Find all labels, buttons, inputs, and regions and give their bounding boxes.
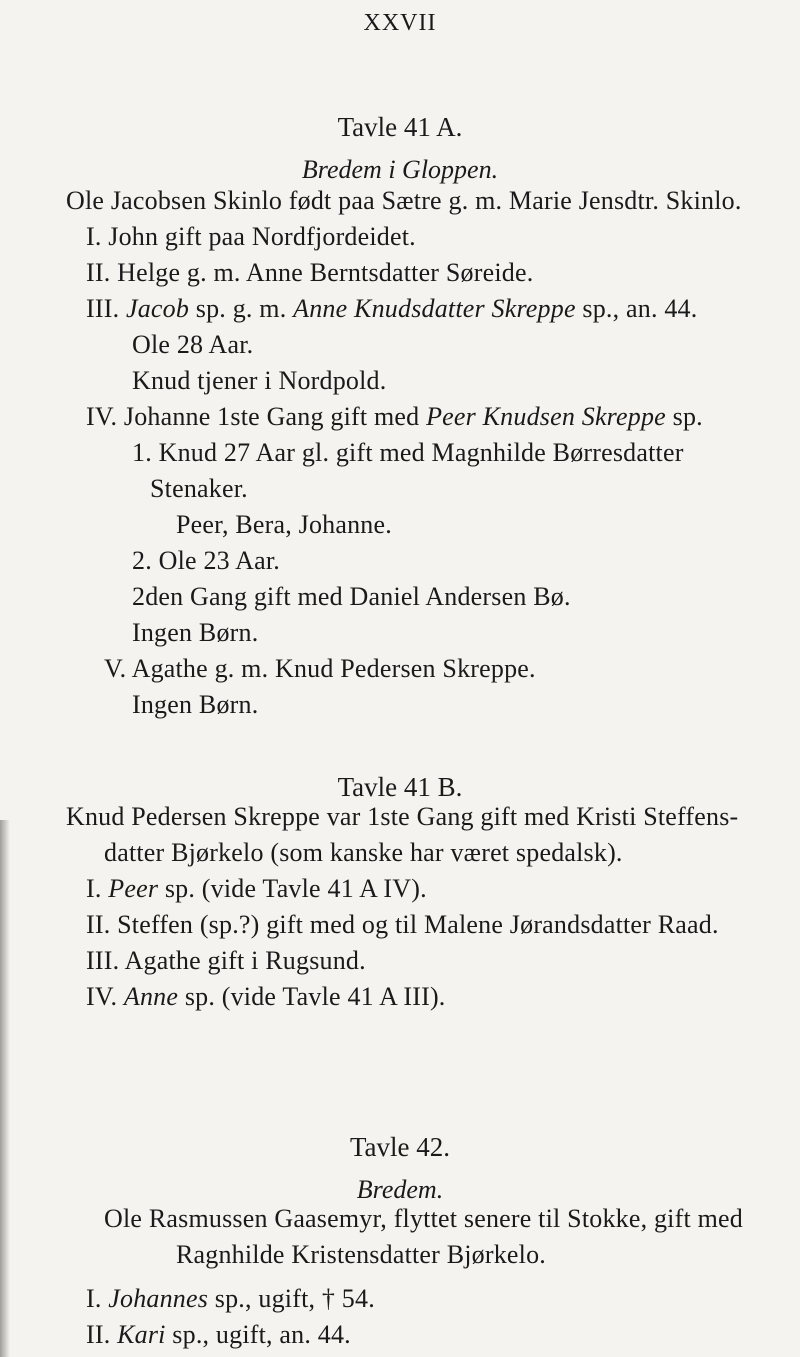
text-span: I.: [86, 1284, 109, 1313]
text-span: Knud tjener i Nordpold.: [132, 366, 387, 395]
text-line: [176, 510, 392, 540]
text-span: Ingen Børn.: [132, 618, 259, 647]
text-line: [86, 1284, 375, 1314]
text-line: [104, 838, 623, 868]
text-span: Ingen Børn.: [132, 690, 259, 719]
text-span: datter Bjørkelo (som kanske har været spedalsk).: [104, 838, 623, 867]
text-line: [176, 1240, 546, 1270]
italic-name: Kari: [117, 1320, 166, 1349]
text-span: sp., ugift, † 54.: [208, 1284, 375, 1313]
text-line: [86, 982, 446, 1012]
text-span: II. Helge g. m. Anne Berntsdatter Søreide.: [86, 258, 534, 287]
italic-name: Anne Knudsdatter Skreppe: [293, 294, 576, 323]
text-span: 2. Ole 23 Aar.: [132, 546, 280, 575]
text-line: [86, 910, 719, 940]
text-span: sp., ugift, an. 44.: [165, 1320, 351, 1349]
text-span: sp., an. 44.: [575, 294, 698, 323]
text-span: III.: [86, 294, 126, 323]
text-span: sp.: [665, 402, 703, 431]
text-span: Stenaker.: [150, 474, 248, 503]
text-line: [132, 618, 258, 648]
text-line: [150, 474, 248, 504]
text-line: [66, 186, 742, 216]
italic-name: Johannes: [108, 1284, 209, 1313]
text-span: Peer, Bera, Johanne.: [176, 510, 392, 539]
section-title-42: Tavle 42.: [349, 1132, 451, 1162]
text-line: [86, 1320, 351, 1350]
text-span: Ole Rasmussen Gaasemyr, flyttet senere til Stokke, gift med: [104, 1204, 743, 1233]
text-span: sp. g. m.: [189, 294, 294, 323]
text-span: II. Steffen (sp.?) gift med og til Malene Jørandsdatter Raad.: [86, 910, 719, 939]
text-line: [86, 258, 533, 288]
text-line: [86, 294, 697, 324]
text-line: [104, 1204, 743, 1234]
text-line: [132, 438, 684, 468]
section-title-41a: Tavle 41 A.: [337, 112, 463, 142]
text-span: III. Agathe gift i Rugsund.: [86, 946, 366, 975]
text-line: [132, 330, 253, 360]
text-span: Ragnhilde Kristensdatter Bjørkelo.: [176, 1240, 547, 1269]
italic-name: Anne: [123, 982, 179, 1011]
text-span: Knud Pedersen Skreppe var 1ste Gang gift med Kristi Steffens-: [66, 802, 739, 831]
text-span: 2den Gang gift med Daniel Andersen Bø.: [132, 582, 571, 611]
text-span: sp. (vide Tavle 41 A IV).: [158, 874, 427, 903]
text-line: [132, 366, 386, 396]
text-line: [132, 690, 258, 720]
text-line: [86, 874, 427, 904]
text-line: [86, 946, 366, 976]
text-line: [132, 546, 280, 576]
text-line: [86, 402, 703, 432]
page-number: XXVII: [363, 10, 437, 36]
text-line: [104, 654, 536, 684]
italic-name: Peer Knudsen Skreppe: [426, 402, 666, 431]
section-title-41b: Tavle 41 B.: [337, 772, 463, 802]
text-span: II.: [86, 1320, 118, 1349]
text-span: V. Agathe g. m. Knud Pedersen Skreppe.: [104, 654, 536, 683]
section-subtitle-41a: Bredem i Gloppen.: [301, 155, 499, 184]
text-line: [66, 802, 738, 832]
text-line: [86, 222, 416, 252]
italic-name: Peer: [108, 874, 159, 903]
text-span: I.: [86, 874, 109, 903]
text-span: sp. (vide Tavle 41 A III).: [178, 982, 446, 1011]
text-span: Ole 28 Aar.: [132, 330, 254, 359]
italic-name: Jacob: [125, 294, 190, 323]
text-span: 1. Knud 27 Aar gl. gift med Magnhilde Børresdatter: [132, 438, 684, 467]
text-span: I. John gift paa Nordfjordeidet.: [86, 222, 416, 251]
text-line: [132, 582, 571, 612]
text-span: Ole Jacobsen Skinlo født paa Sætre g. m. Marie Jensdtr. Skinlo.: [66, 186, 742, 215]
section-subtitle-42: Bredem.: [356, 1175, 444, 1204]
text-span: IV. Johanne 1ste Gang gift med: [86, 402, 427, 431]
text-span: IV.: [86, 982, 124, 1011]
